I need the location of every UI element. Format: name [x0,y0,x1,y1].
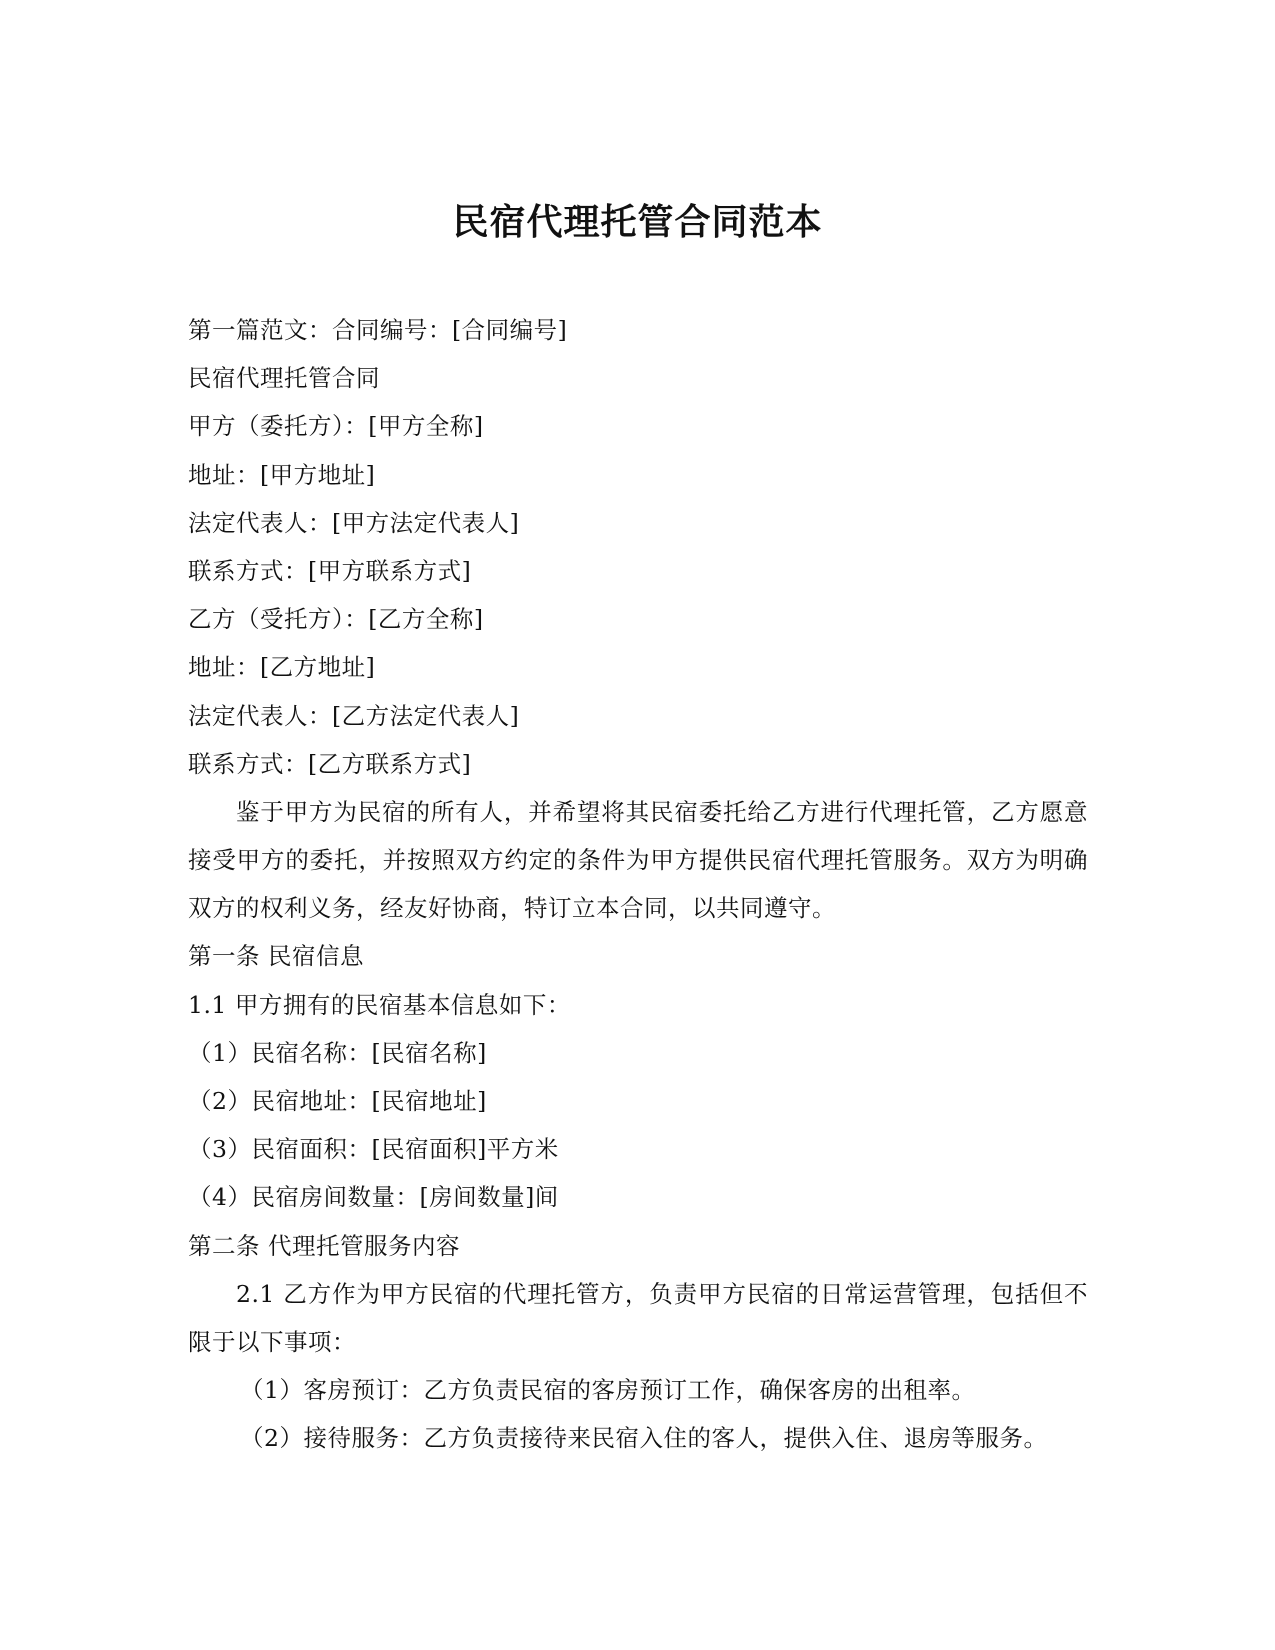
clause-1-1: 1.1 甲方拥有的民宿基本信息如下： [188,990,571,1019]
party-b-representative: 法定代表人：[乙方法定代表人] [188,701,520,730]
contract-number-line: 第一篇范文：合同编号：[合同编号] [188,316,568,344]
party-a-name: 甲方（委托方）：[甲方全称] [188,412,484,441]
article-1-item: （3）民宿面积：[民宿面积]平方米 [188,1135,559,1164]
party-b-address: 地址：[乙方地址] [188,653,376,682]
contract-subtitle: 民宿代理托管合同 [188,364,380,393]
article-1-heading: 第一条 民宿信息 [188,942,364,971]
party-b-contact: 联系方式：[乙方联系方式] [188,749,472,778]
party-a-contact: 联系方式：[甲方联系方式] [188,556,472,585]
preamble-paragraph: 鉴于甲方为民宿的所有人，并希望将其民宿委托给乙方进行代理托管，乙方愿意接受甲方的委托，并按照双方约定的条件为甲方提供民宿代理托管服务。双方为明确双方的权利义务，经友好协商，特订立本合同，以共同遵守。 [188,797,1088,923]
party-b-name: 乙方（受托方）：[乙方全称] [188,605,484,634]
article-1-item: （1）民宿名称：[民宿名称] [188,1038,487,1067]
article-2-heading: 第二条 代理托管服务内容 [188,1231,460,1260]
party-a-address: 地址：[甲方地址] [188,460,376,489]
document-title: 民宿代理托管合同范本 [452,201,823,243]
article-1-item: （4）民宿房间数量：[房间数量]间 [188,1183,559,1212]
party-a-representative: 法定代表人：[甲方法定代表人] [188,508,520,537]
article-2-item: （2）接待服务：乙方负责接待来民宿入住的客人，提供入住、退房等服务。 [240,1424,1048,1453]
clause-2-1: 2.1 乙方作为甲方民宿的代理托管方，负责甲方民宿的日常运营管理，包括但不限于以下事项： [188,1279,1088,1356]
document-body [188,306,1088,1463]
article-1-item: （2）民宿地址：[民宿地址] [188,1087,487,1116]
article-2-item: （1）客房预订：乙方负责民宿的客房预订工作，确保客房的出租率。 [240,1376,976,1405]
